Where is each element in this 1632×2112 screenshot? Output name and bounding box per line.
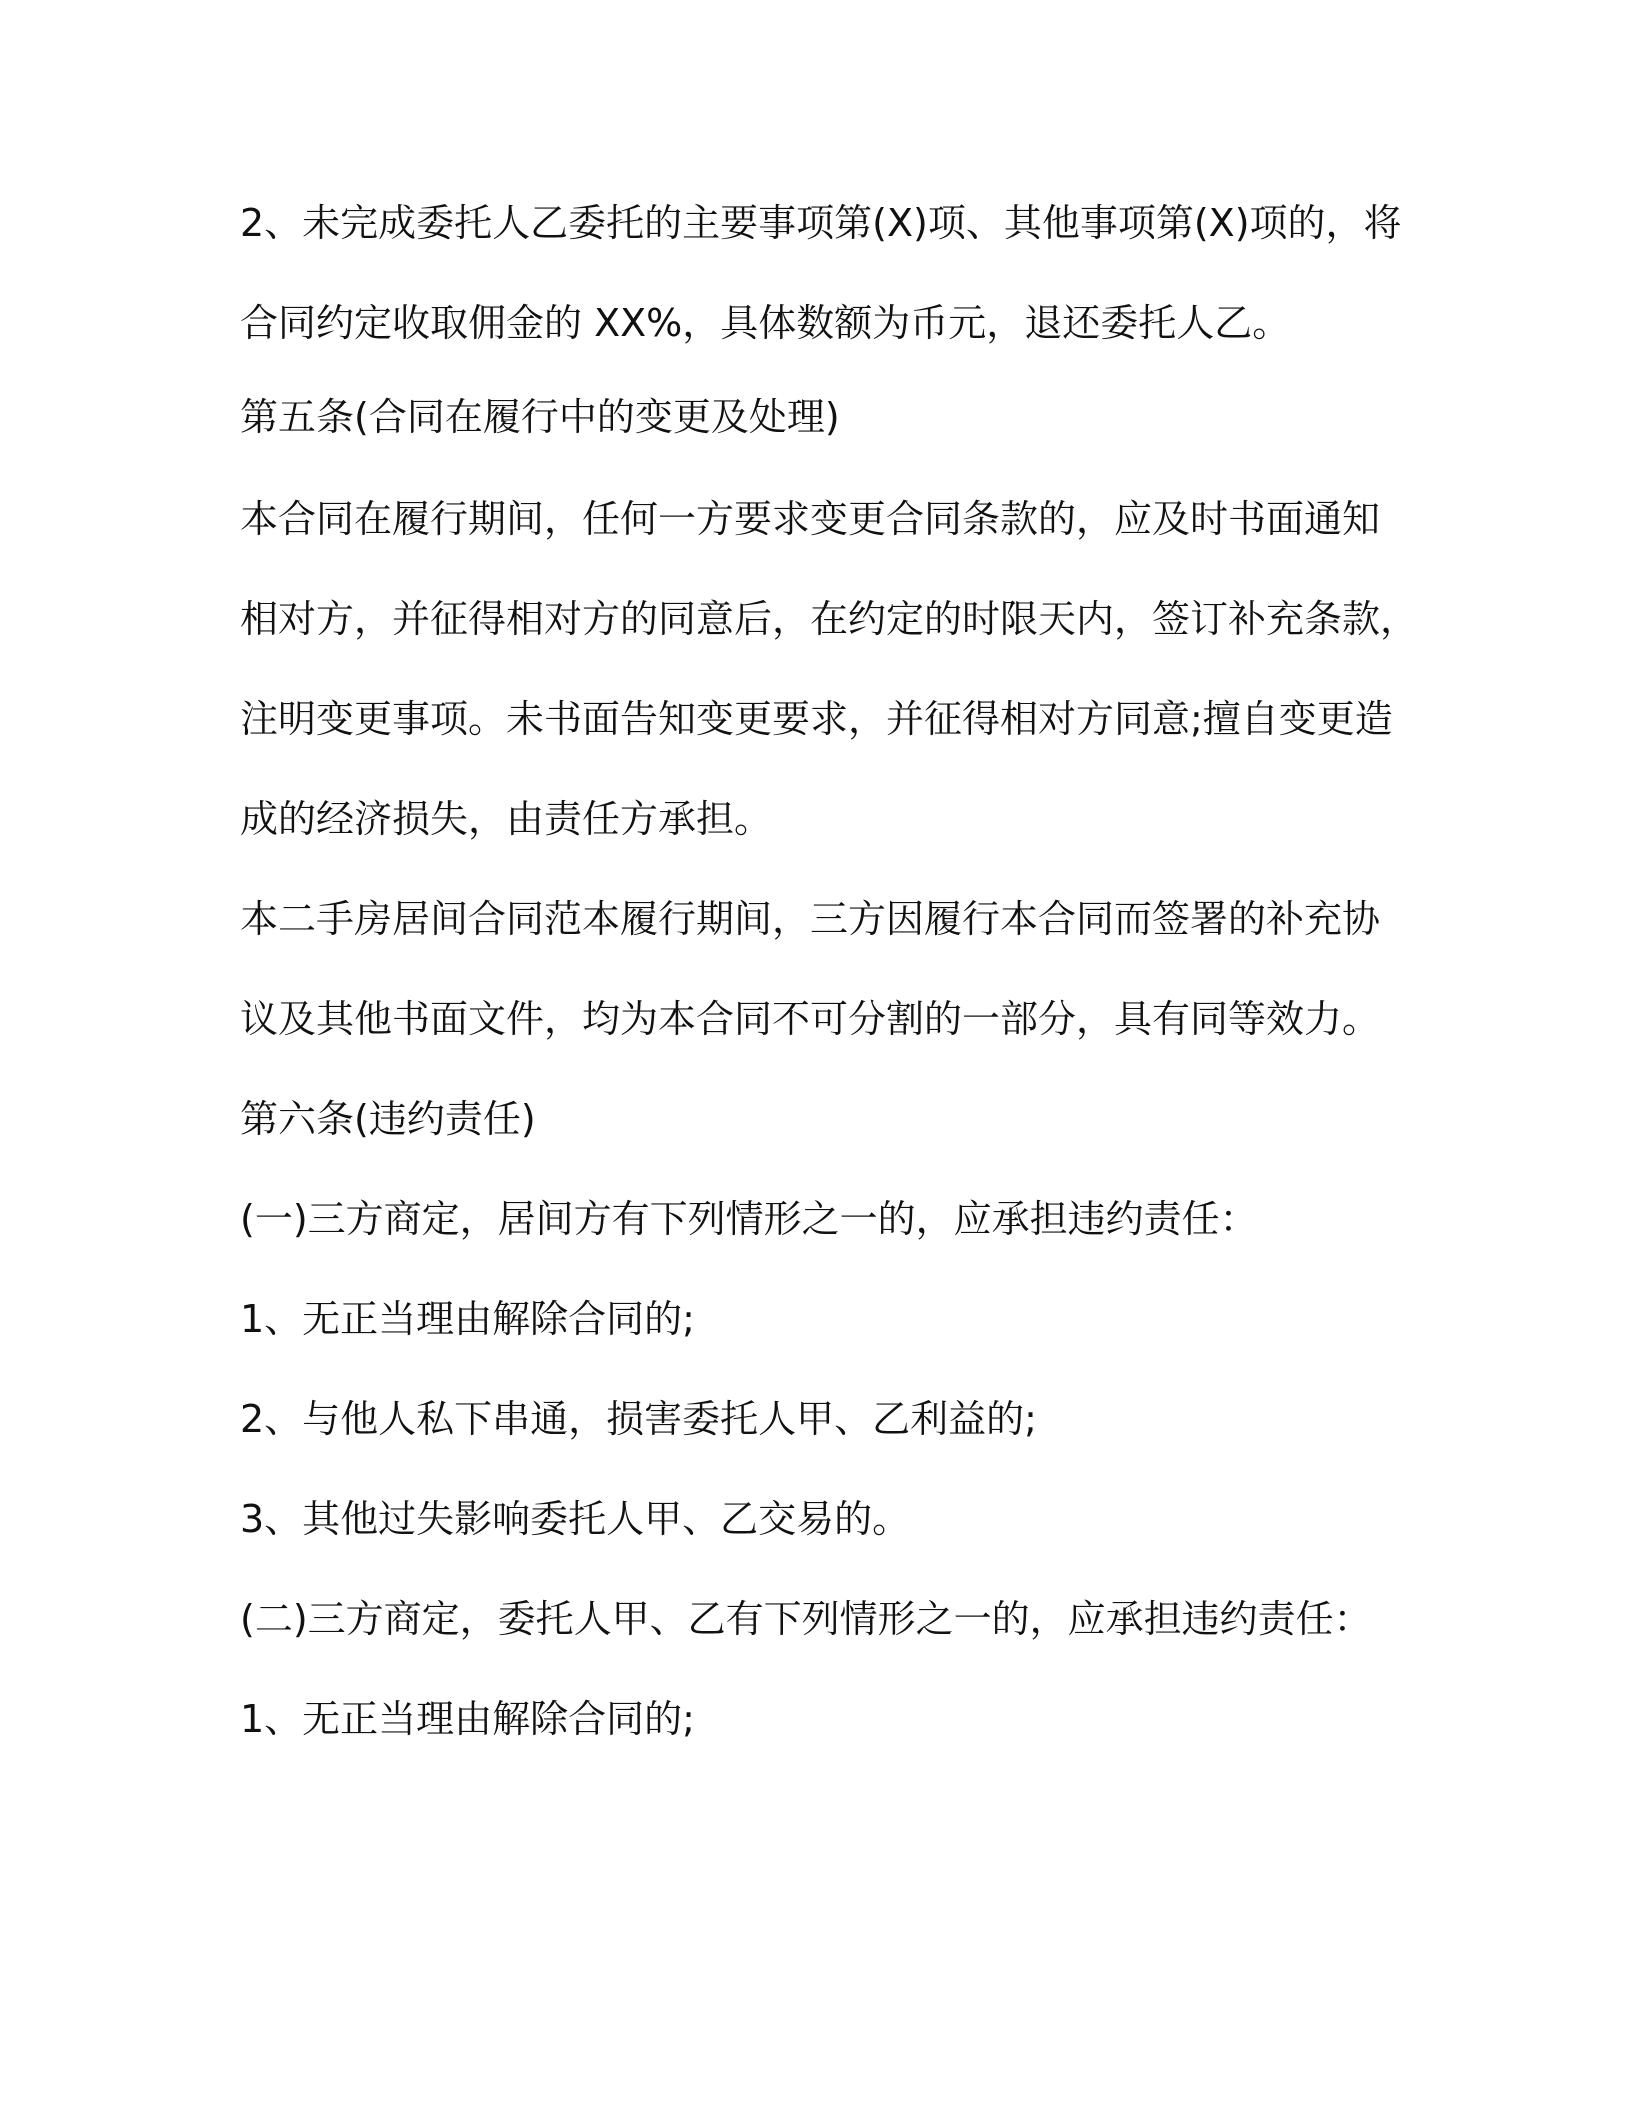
text-line-supplement-agreement: 本二手房居间合同范本履行期间，三方因履行本合同而签署的补充协 (240, 897, 1381, 941)
clause-2-item-1: 1、无正当理由解除合同的; (240, 1697, 695, 1741)
clause-1-item-3: 3、其他过失影响委托人甲、乙交易的。 (240, 1497, 911, 1541)
text-line-loss-liability: 成的经济损失，由责任方承担。 (240, 797, 773, 841)
clause-1-item-1: 1、无正当理由解除合同的; (240, 1297, 695, 1341)
clause-1-heading: (一)三方商定，居间方有下列情形之一的，应承担违约责任： (240, 1197, 1258, 1241)
text-line-supplement-terms: 相对方，并征得相对方的同意后，在约定的时限天内，签订补充条款， (240, 597, 1419, 641)
text-line-change-notice: 本合同在履行期间，任何一方要求变更合同条款的，应及时书面通知 (240, 497, 1381, 541)
text-line-change-items: 注明变更事项。未书面告知变更要求，并征得相对方同意;擅自变更造 (240, 697, 1393, 741)
clause-1-item-2: 2、与他人私下串通，损害委托人甲、乙利益的; (240, 1397, 1037, 1441)
article-6-heading: 第六条(违约责任) (240, 1097, 536, 1141)
text-line-item2-unfinished: 2、未完成委托人乙委托的主要事项第(X)项、其他事项第(X)项的，将 (240, 201, 1402, 245)
clause-2-heading: (二)三方商定，委托人甲、乙有下列情形之一的，应承担违约责任： (240, 1597, 1372, 1641)
article-5-heading: 第五条(合同在履行中的变更及处理) (240, 395, 840, 439)
text-line-commission-refund: 合同约定收取佣金的 XX%，具体数额为币元，退还委托人乙。 (240, 301, 1291, 345)
text-line-equal-effect: 议及其他书面文件，均为本合同不可分割的一部分，具有同等效力。 (240, 997, 1381, 1041)
